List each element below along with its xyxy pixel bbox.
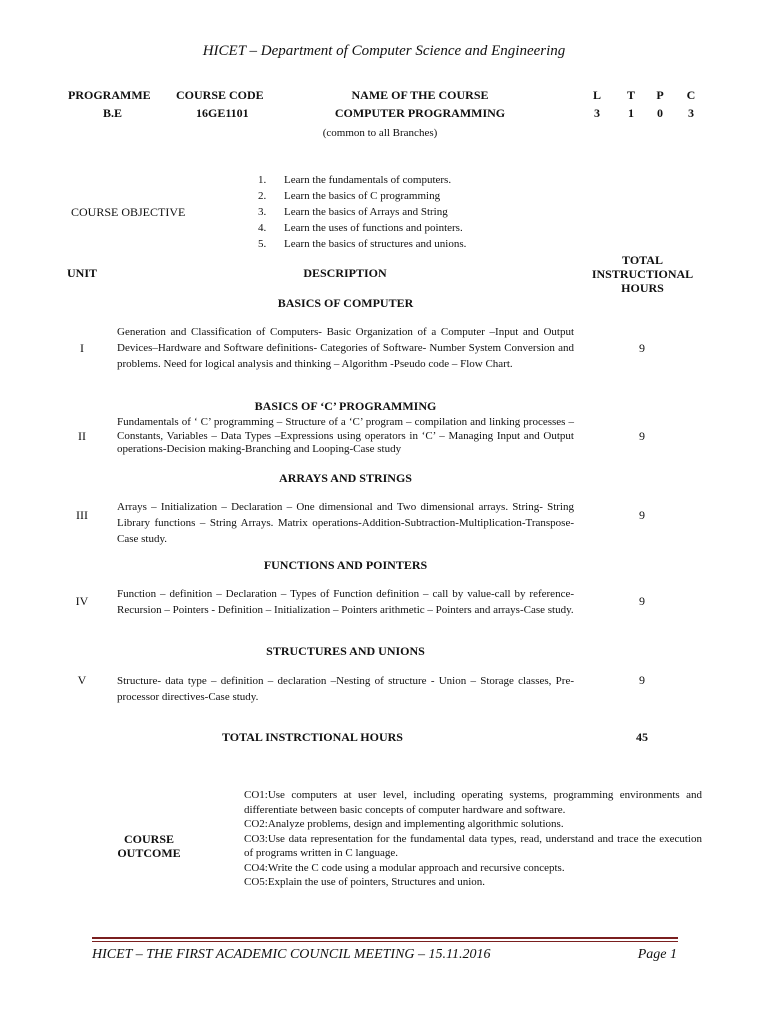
course-code-header: COURSE CODE <box>176 88 264 102</box>
course-outcome-list <box>244 788 702 890</box>
outcome-item: CO1:Use computers at user level, including operating systems, programming environments and differentiate between basic concepts of computer hardware and software. <box>244 789 702 816</box>
unit-number: I <box>80 341 84 355</box>
footer-meeting-text: HICET – THE FIRST ACADEMIC COUNCIL MEETING – 15.11.2016 <box>92 947 491 962</box>
unit-number: II <box>78 429 86 443</box>
t-header: T <box>626 88 635 102</box>
objective-item: 3. Learn the basics of Arrays and String <box>258 206 448 218</box>
outcome-item: CO2:Analyze problems, design and implementing algorithmic solutions. <box>244 818 564 830</box>
unit-description: Structure- data type – definition – declaration –Nesting of structure - Union – Storage classes, Pre-processor directives-Case study. <box>117 675 574 703</box>
t-value: 1 <box>628 106 634 120</box>
outcome-item: CO4:Write the C code using a modular approach and recursive concepts. <box>244 861 565 874</box>
unit-hours: 9 <box>639 341 645 355</box>
unit-number: III <box>76 508 88 522</box>
unit-number: V <box>77 673 87 687</box>
p-value: 0 <box>657 106 663 120</box>
p-header: P <box>656 88 664 102</box>
unit-title: STRUCTURES AND UNIONS <box>266 644 425 658</box>
unit-description: Arrays – Initialization – Declaration – One dimensional and Two dimensional arrays. String- String Library functions – String Arrays. Matrix operations-Addition-Subtraction-Multiplication-Transpose-Case study. <box>117 501 574 545</box>
unit-hours: 9 <box>639 429 645 443</box>
programme-header: PROGRAMME <box>68 88 151 102</box>
outcome-item: CO5:Explain the use of pointers, Structures and union. <box>244 876 486 888</box>
programme-value: B.E <box>103 106 123 120</box>
unit-title: FUNCTIONS AND POINTERS <box>263 558 428 572</box>
objective-item: 5. Learn the basics of structures and unions. <box>258 238 467 250</box>
footer-rule <box>92 937 678 939</box>
c-value: 3 <box>688 106 694 120</box>
unit-title: ARRAYS AND STRINGS <box>279 471 412 485</box>
page-header-title: HICET – Department of Computer Science and Engineering <box>202 43 566 59</box>
page-number: Page 1 <box>637 947 677 962</box>
unit-column-header: UNIT <box>67 266 98 280</box>
unit-number: IV <box>75 594 89 608</box>
l-header: L <box>592 88 601 102</box>
course-code-value: 16GE1101 <box>196 106 249 120</box>
course-name-value: COMPUTER PROGRAMMING <box>334 106 506 120</box>
total-hours-label: TOTAL INSTRCTIONAL HOURS <box>222 730 403 744</box>
unit-title: BASICS OF COMPUTER <box>277 296 414 310</box>
objective-item: 1. Learn the fundamentals of computers. <box>258 174 452 186</box>
unit-title: BASICS OF ‘C’ PROGRAMMING <box>254 399 437 413</box>
outcome-item: CO3:Use data representation for the fundamental data types, read, understand and trace the execution of programs written in C language. <box>244 832 702 859</box>
course-objective-list <box>258 172 466 252</box>
objective-item: 2. Learn the basics of C programming <box>258 190 441 202</box>
objective-item: 4. Learn the uses of functions and pointers. <box>258 222 463 234</box>
course-objective-label: COURSE OBJECTIVE <box>71 205 186 219</box>
total-hours-value: 45 <box>636 730 648 744</box>
hours-column-header: TOTAL INSTRUCTIONAL HOURS <box>591 253 694 295</box>
course-outcome-label: COURSE OUTCOME <box>117 832 181 860</box>
footer-rule-thin <box>92 941 678 942</box>
common-note: (common to all Branches) <box>322 127 438 139</box>
unit-hours: 9 <box>639 594 645 608</box>
unit-hours: 9 <box>639 508 645 522</box>
l-value: 3 <box>594 106 600 120</box>
description-column-header: DESCRIPTION <box>303 266 387 280</box>
c-header: C <box>686 88 696 102</box>
unit-description: Fundamentals of ‘ C’ programming – Structure of a ‘C’ program – compilation and linking processes – Constants, Variables – Data Types –Expressions using operators in ‘C’ – Managing Input and Output operations-Decision making-Branching and Looping-Case study <box>117 416 574 455</box>
course-name-header: NAME OF THE COURSE <box>351 88 489 102</box>
unit-hours: 9 <box>639 673 645 687</box>
unit-description: Function – definition – Declaration – Types of Function definition – call by value-call by reference- Recursion – Pointers - Definition – Initialization – Pointers arithmetic – Pointers and arrays-Case study. <box>117 588 574 616</box>
unit-description: Generation and Classification of Computers- Basic Organization of a Computer –Input and Output Devices–Hardware and Software definitions- Categories of Software- Number System Conversion and problems. Need for logical analysis and thinking – Algorithm -Pseudo code – Flow Chart. <box>117 326 574 370</box>
